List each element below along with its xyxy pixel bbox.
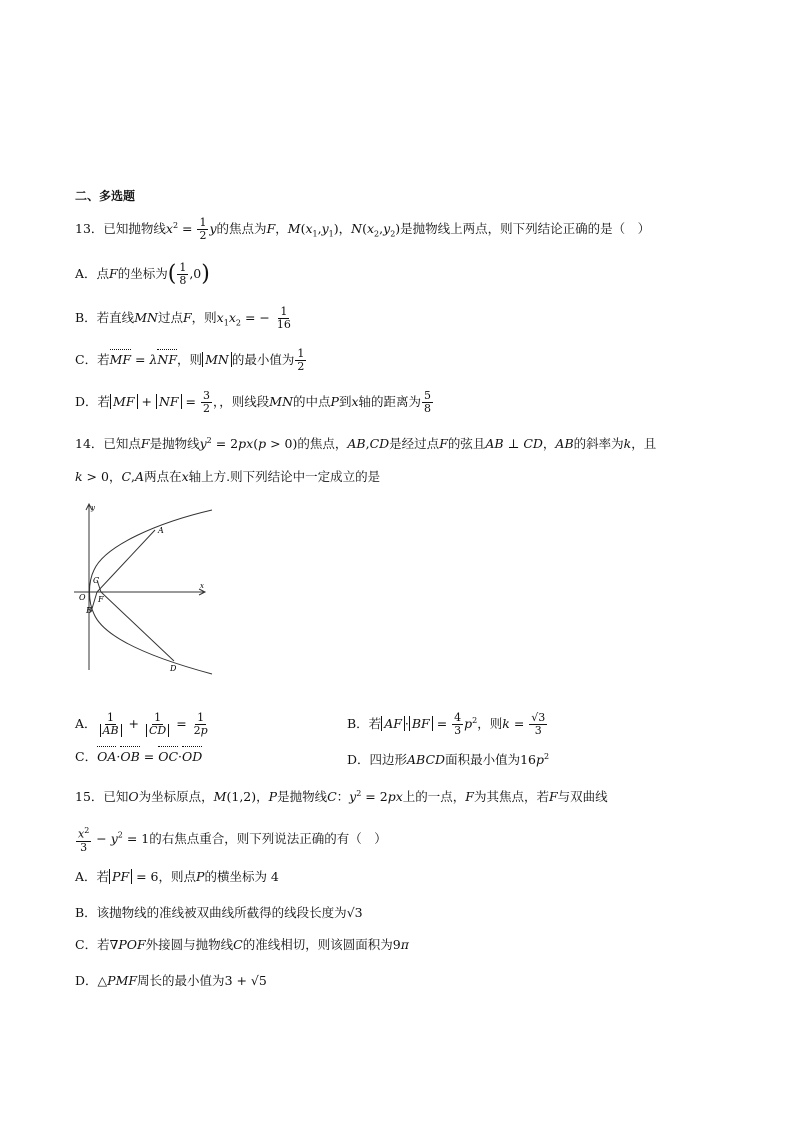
q13-stem-text: 是抛物线上两点，则下列结论正确的是（ ） — [400, 221, 651, 237]
q15-stem-text: 的右焦点重合，则下列说法正确的有（ ） — [149, 830, 387, 846]
q14-stem-text: 轴上方.则下列结论中一定成立的是 — [188, 469, 381, 484]
option-text: C．若 — [75, 937, 110, 952]
option-text: A．点 — [75, 266, 110, 281]
q14-option-a: A． $\frac{1}{AB}$ + $\frac{1}{CD}$ = $\frac{1}{2p}$ — [75, 711, 208, 737]
q14-stem-line1: 14．已知点F是抛物线$y^2 = 2px(p > 0)$的焦点，AB,CD是经过点F的弦且AB ⊥ CD，AB的斜率为k，且 — [75, 436, 657, 452]
q15-stem-line2: $\frac{x^2}{3}$ − $y^2 = 1$的右焦点重合，则下列说法正确的有（ ） — [78, 826, 387, 854]
q14-parabola-figure — [70, 500, 220, 675]
chord-cd-segment — [101, 592, 174, 661]
label-y: y — [91, 504, 95, 512]
q15-stem-text: 是抛物线 — [277, 789, 328, 805]
label-d: D — [170, 664, 177, 673]
label-x: x — [200, 582, 204, 590]
q15-stem-text: 为坐标原点， — [138, 789, 214, 805]
label-b: B — [86, 606, 92, 615]
option-text: C．若 — [75, 352, 110, 367]
label-a: A — [158, 526, 164, 535]
option-text: 面积最小值为 — [445, 752, 521, 768]
label-o: O — [79, 593, 86, 602]
q15-option-d: D．△PMF周长的最小值为3 + √5 — [75, 973, 267, 988]
option-text: B．该抛物线的准线被双曲线所截得的线段长度为 — [75, 905, 347, 920]
option-text: A．若 — [75, 869, 110, 884]
q15-stem-text: 与双曲线 — [557, 789, 608, 805]
q14-stem-text: 是经过点 — [389, 436, 440, 452]
q14-option-b: B．若 AF · BF = $\frac{4}{3}$ $p^2$，则k = $\frac{√3}{3}$ — [347, 711, 546, 738]
q14-stem-text: ，且 — [631, 436, 657, 452]
option-text: 外接圆与抛物线 — [145, 937, 234, 952]
q14-stem-text: 两点在 — [144, 469, 182, 484]
q13-stem: 13．已知抛物线$x^2$ = $\frac{1}{2}$ y的焦点为F，$M(x_1,y_1)$，$N(x_2,y_2)$是抛物线上两点，则下列结论正确的是（ ） — [75, 216, 651, 243]
chord-ab-segment — [97, 530, 155, 592]
option-text: ，则点 — [158, 869, 197, 884]
option-text: 的坐标为 — [117, 266, 168, 281]
option-text: 到 — [338, 394, 352, 409]
option-text: ，则线段 — [219, 394, 270, 409]
q15-option-c: C．若∇POF外接圆与抛物线C的准线相切，则该圆面积为9π — [75, 937, 409, 952]
q15-option-b: B．该抛物线的准线被双曲线所截得的线段长度为√3 — [75, 905, 363, 920]
option-text: B．若直线 — [75, 310, 135, 325]
label-f: F — [98, 595, 104, 604]
q14-stem-text: ， — [108, 469, 122, 484]
q14-stem-text: 的焦点， — [297, 436, 348, 452]
q14-stem-text: 的斜率为 — [573, 436, 624, 452]
q14-option-c: C．OA·OB = OC·OD — [75, 749, 203, 764]
q13-stem-text: 13．已知抛物线 — [75, 221, 166, 237]
option-text: D．若 — [75, 394, 111, 409]
option-text: 轴的距离为 — [358, 394, 422, 409]
q14-stem-text: 是抛物线 — [149, 436, 200, 452]
option-text: D．四边形 — [347, 752, 408, 768]
q14-stem-line2: k > 0，C,A两点在x轴上方.则下列结论中一定成立的是 — [75, 469, 381, 484]
q15-stem-text: 为其焦点，若 — [473, 789, 549, 805]
section-title: 二、多选题 — [75, 189, 136, 203]
q14-stem-text: 的弦且 — [447, 436, 486, 452]
q13-option-b: B．若直线MN过点F，则$x_1x_2$ = − $\frac{1}{16}$ — [75, 305, 291, 331]
q13-option-a: A．点F的坐标为( $\frac{1}{8}$ ,0) — [75, 261, 210, 287]
option-text: 的中点 — [293, 394, 331, 409]
option-text: 过点 — [157, 310, 183, 325]
q13-stem-text: 的焦点为 — [216, 221, 267, 237]
q14-stem-text: 14．已知点 — [75, 436, 141, 452]
q15-stem-text: 上的一点， — [402, 789, 466, 805]
q14-option-d: D．四边形ABCD面积最小值为$16p^2$ — [347, 752, 550, 768]
option-text: ，则 — [191, 310, 217, 325]
chord-ab-lower — [91, 592, 97, 612]
option-text: ，则 — [177, 352, 203, 367]
q13-option-c: C．若MF = λNF，则 MN 的最小值为 $\frac{1}{2}$ — [75, 347, 305, 373]
option-text: C． — [75, 749, 98, 764]
option-text: 的最小值为 — [231, 352, 295, 367]
option-text: 的准线相切，则该圆面积为 — [242, 937, 393, 952]
q15-stem-text: 15．已知 — [75, 789, 129, 805]
option-text: A． — [75, 716, 97, 731]
q15-stem-line1: 15．已知O为坐标原点，M(1,2)，P是抛物线C：$y^2 = 2px$上的一点，F为其焦点，若F与双曲线 — [75, 789, 608, 805]
option-text: ，则 — [477, 716, 503, 732]
q15-stem-text: ， — [256, 789, 269, 805]
option-text: 周长的最小值为 — [137, 973, 225, 988]
label-c: C — [93, 576, 100, 585]
q15-option-a: A．若 PF = 6，则点P的横坐标为 4 — [75, 869, 279, 884]
option-text: B．若 — [347, 716, 382, 732]
option-text: 的横坐标为 4 — [204, 869, 279, 884]
q13-option-d: D．若 MF + NF = $\frac{3}{2}$ ，，则线段MN的中点P到x轴的距离为 $\frac{5}{8}$ — [75, 389, 432, 415]
option-text: D． — [75, 973, 98, 988]
q14-stem-text: ， — [542, 436, 556, 452]
